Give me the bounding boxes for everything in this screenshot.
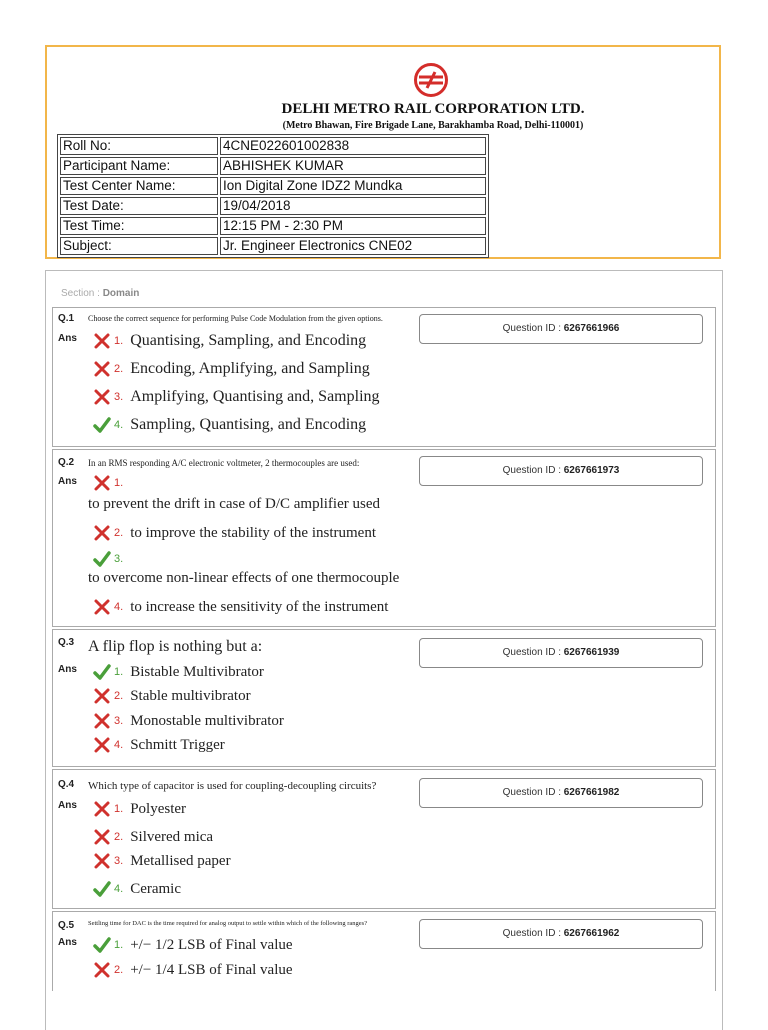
ans-label: Ans — [58, 476, 77, 487]
option — [93, 598, 388, 616]
table-row — [60, 137, 486, 155]
cross-icon — [93, 332, 111, 350]
question-id: 6267661962 — [563, 928, 620, 939]
organization-address: (Metro Bhawan, Fire Brigade Lane, Barakhamba Road, Delhi-110001) — [282, 120, 584, 131]
cross-icon — [93, 828, 111, 846]
question-text: Settling time for DAC is the time required for analog output to settle within which of the following ranges? — [88, 920, 368, 927]
qid-label: Question ID : — [502, 465, 564, 476]
question-number: Q.2 — [58, 457, 75, 468]
section-name: Domain — [102, 288, 140, 299]
option-text: Bistable Multivibrator — [130, 663, 264, 680]
option-number: 4. — [114, 883, 124, 895]
section-prefix: Section : — [61, 288, 103, 299]
option-text: +/− 1/4 LSB of Final value — [130, 961, 293, 978]
option-number: 1. — [114, 803, 124, 815]
question-id-box — [419, 638, 703, 668]
option-text: +/− 1/2 LSB of Final value — [130, 936, 293, 953]
table-row — [60, 157, 486, 175]
option-number: 4. — [114, 601, 124, 613]
option — [93, 880, 181, 898]
option-number: 2. — [114, 964, 124, 976]
info-label: Participant Name: — [60, 157, 218, 175]
option-number: 1. — [114, 477, 124, 489]
option — [93, 663, 264, 681]
ans-label: Ans — [58, 937, 77, 948]
info-value: 12:15 PM - 2:30 PM — [220, 217, 486, 235]
check-icon — [93, 880, 111, 898]
table-row — [60, 237, 486, 255]
candidate-info-table — [57, 134, 489, 258]
option-text: to increase the sensitivity of the instrument — [130, 598, 389, 615]
info-label: Test Time: — [60, 217, 218, 235]
option-number: 3. — [114, 855, 124, 867]
option-number: 3. — [114, 391, 124, 403]
question-id: 6267661973 — [563, 465, 620, 476]
option-text: Metallised paper — [130, 852, 231, 869]
question-id-box — [419, 919, 703, 949]
qid-label: Question ID : — [502, 647, 564, 658]
option — [93, 360, 370, 378]
cross-icon — [93, 388, 111, 406]
option-text: Sampling, Quantising, and Encoding — [130, 416, 367, 433]
option — [93, 961, 293, 979]
option-number: 2. — [114, 831, 124, 843]
option-number: 4. — [114, 739, 124, 751]
info-label: Roll No: — [60, 137, 218, 155]
option-text: Monostable multivibrator — [130, 712, 284, 729]
info-label: Test Date: — [60, 197, 218, 215]
qid-label: Question ID : — [502, 787, 564, 798]
cross-icon — [93, 736, 111, 754]
cross-icon — [93, 474, 111, 492]
info-label: Test Center Name: — [60, 177, 218, 195]
info-label: Subject: — [60, 237, 218, 255]
check-icon — [93, 550, 111, 568]
option-number: 2. — [114, 363, 124, 375]
info-value: 4CNE022601002838 — [220, 137, 486, 155]
info-value: Ion Digital Zone IDZ2 Mundka — [220, 177, 486, 195]
option-text: Ceramic — [130, 880, 181, 897]
option-text: to overcome non-linear effects of one thermocouple — [88, 570, 400, 586]
option-text: Schmitt Trigger — [130, 736, 225, 753]
question-1 — [52, 307, 716, 447]
check-icon — [93, 663, 111, 681]
option-text: Amplifying, Quantising and, Sampling — [130, 388, 380, 405]
dmrc-logo-icon — [413, 62, 449, 98]
question-number: Q.3 — [58, 637, 75, 648]
question-id: 6267661982 — [563, 787, 620, 798]
option-number: 1. — [114, 939, 124, 951]
option — [93, 332, 366, 350]
option — [93, 712, 284, 730]
option-marker — [93, 550, 130, 568]
cross-icon — [93, 712, 111, 730]
table-row — [60, 177, 486, 195]
question-id-box — [419, 778, 703, 808]
question-number: Q.5 — [58, 920, 75, 931]
cross-icon — [93, 961, 111, 979]
section-label — [61, 288, 139, 299]
option-number: 1. — [114, 335, 124, 347]
question-3 — [52, 629, 716, 767]
organization-name: DELHI METRO RAIL CORPORATION LTD. — [281, 101, 585, 117]
option-text: Silvered mica — [130, 828, 214, 845]
table-row — [60, 197, 486, 215]
cross-icon — [93, 800, 111, 818]
option — [93, 800, 186, 818]
ans-label: Ans — [58, 664, 77, 675]
option — [93, 852, 231, 870]
cross-icon — [93, 360, 111, 378]
question-text: Which type of capacitor is used for coupling-decoupling circuits? — [88, 780, 377, 792]
option-text: Encoding, Amplifying, and Sampling — [130, 360, 370, 377]
info-value: Jr. Engineer Electronics CNE02 — [220, 237, 486, 255]
question-text: A flip flop is nothing but a: — [88, 638, 263, 655]
cross-icon — [93, 524, 111, 542]
option — [93, 416, 366, 434]
option-marker — [93, 474, 130, 492]
ans-label: Ans — [58, 333, 77, 344]
qid-label: Question ID : — [502, 323, 564, 334]
question-id-box — [419, 456, 703, 486]
check-icon — [93, 936, 111, 954]
qid-label: Question ID : — [502, 928, 564, 939]
question-text: In an RMS responding A/C electronic voltmeter, 2 thermocouples are used: — [88, 458, 360, 468]
option-number: 1. — [114, 666, 124, 678]
option-text: Polyester — [130, 800, 187, 817]
table-row — [60, 217, 486, 235]
option-number: 3. — [114, 553, 124, 565]
cross-icon — [93, 598, 111, 616]
question-id: 6267661939 — [563, 647, 620, 658]
option-text: Quantising, Sampling, and Encoding — [130, 332, 367, 349]
option — [93, 687, 251, 705]
option — [93, 936, 293, 954]
question-number: Q.4 — [58, 779, 75, 790]
question-2 — [52, 449, 716, 627]
option-text: Stable multivibrator — [130, 687, 251, 704]
question-section — [45, 270, 723, 1030]
option — [93, 388, 380, 406]
question-5 — [52, 911, 716, 991]
cross-icon — [93, 687, 111, 705]
option-number: 2. — [114, 690, 124, 702]
question-id-box — [419, 314, 703, 344]
option — [93, 828, 213, 846]
question-id: 6267661966 — [563, 323, 620, 334]
cross-icon — [93, 852, 111, 870]
admit-header — [45, 45, 721, 259]
check-icon — [93, 416, 111, 434]
option-number: 3. — [114, 715, 124, 727]
option-number: 2. — [114, 527, 124, 539]
ans-label: Ans — [58, 800, 77, 811]
option — [93, 736, 225, 754]
question-number: Q.1 — [58, 313, 75, 324]
option-number: 4. — [114, 419, 124, 431]
option-text: to improve the stability of the instrument — [130, 524, 376, 541]
question-4 — [52, 769, 716, 909]
option — [93, 524, 376, 542]
question-text: Choose the correct sequence for performing Pulse Code Modulation from the given options. — [88, 314, 383, 323]
info-value: 19/04/2018 — [220, 197, 486, 215]
option-text: to prevent the drift in case of D/C amplifier used — [88, 496, 380, 512]
info-value: ABHISHEK KUMAR — [220, 157, 486, 175]
